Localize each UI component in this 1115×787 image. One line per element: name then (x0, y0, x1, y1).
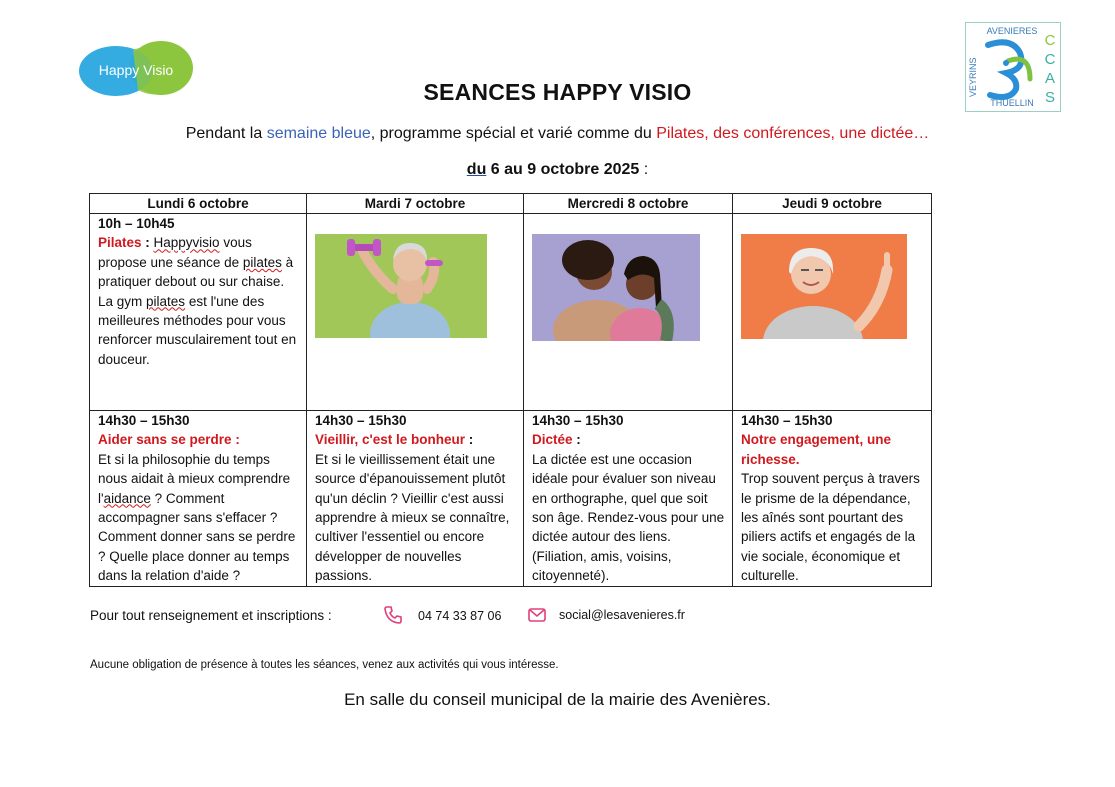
header-lundi: Lundi 6 octobre (90, 194, 307, 214)
session-time: 10h – 10h45 (98, 216, 175, 231)
page-title: SEANCES HAPPY VISIO (423, 79, 692, 105)
phone-icon (383, 605, 403, 630)
cell-engagement: 14h30 – 15h30 Notre engagement, une richesse. Trop souvent perçus à travers le prisme de la dépendance, les aînés sont pourtant des piliers actifs et engagés de la vie sociale, économique et culturelle. (733, 411, 932, 587)
email-link[interactable]: social@lesavenieres.fr (559, 608, 685, 622)
header-jeudi: Jeudi 9 octobre (733, 194, 932, 214)
cell-photo-jeudi (733, 214, 932, 411)
cell-photo-mardi (307, 214, 524, 411)
activities-text: Pilates, des conférences, une dictée… (656, 125, 930, 142)
date-range: du 6 au 9 octobre 2025 : (466, 161, 649, 178)
svg-text:C: C (1044, 51, 1056, 68)
svg-text:S: S (1044, 89, 1056, 106)
session-description: Pilates : Happyvisio vous propose une séance de pilates à pratiquer debout ou sur chaise. La gym pilates est l'une des meilleures méthodes pour vous renforcer musculairement tout en douceur. (98, 235, 297, 367)
contact-label: Pour tout renseignement et inscriptions : (90, 608, 332, 623)
venue-text: En salle du conseil municipal de la mairie des Avenières. (344, 690, 771, 709)
happy-senior-woman-photo (741, 234, 907, 339)
cell-vieillir: 14h30 – 15h30 Vieillir, c'est le bonheur : Et si le vieillissement était une source d'épanouissement plutôt qu'un déclin ? Vieillir c'est aussi apprendre à mieux se connaître, cultiver l'essentiel ou encore développer de nouvelles passions. (307, 411, 524, 587)
attendance-note: Aucune obligation de présence à toutes les séances, venez aux activités qui vous intéresse. (90, 659, 559, 671)
svg-text:C: C (1044, 32, 1056, 49)
svg-text:THUELLIN: THUELLIN (990, 98, 1034, 108)
mail-icon (527, 606, 547, 629)
two-women-photo (532, 234, 700, 341)
subtitle: Pendant la semaine bleue, programme spécial et varié comme du Pilates, des conférences, une dictée… (185, 125, 930, 142)
table-row-morning (90, 214, 932, 411)
table-header-row (90, 194, 932, 214)
table-row-afternoon (90, 411, 932, 587)
svg-text:AVENIERES: AVENIERES (986, 26, 1038, 36)
schedule-table (89, 193, 932, 587)
cell-photo-mercredi (524, 214, 733, 411)
happy-visio-logo-text: Happy Visio (98, 62, 174, 78)
phone-number-link[interactable]: 04 74 33 87 06 (418, 609, 502, 623)
semaine-bleue-text: semaine bleue (266, 125, 371, 142)
svg-text:VEYRINS: VEYRINS (968, 57, 978, 97)
cell-dictee: 14h30 – 15h30 Dictée : La dictée est une occasion idéale pour évaluer son niveau en orthographe, quel que soit son âge. Rendez-vous pour une dictée autour des liens. (Filiation, amis, voisins, citoyenneté). (524, 411, 733, 587)
header-mardi: Mardi 7 octobre (307, 194, 524, 214)
woman-exercising-photo (315, 234, 487, 338)
cell-aider-sans-se-perdre: 14h30 – 15h30 Aider sans se perdre : Et si la philosophie du temps nous aidait à mieux comprendre l'aidance ? Comment accompagner sans s'effacer ? Comment donner sans se perdre ? Quelle place donner au temps dans la relation d'aide ? (90, 411, 307, 587)
svg-text:A: A (1044, 70, 1056, 87)
cell-pilates (90, 214, 307, 411)
header-mercredi: Mercredi 8 octobre (524, 194, 733, 214)
